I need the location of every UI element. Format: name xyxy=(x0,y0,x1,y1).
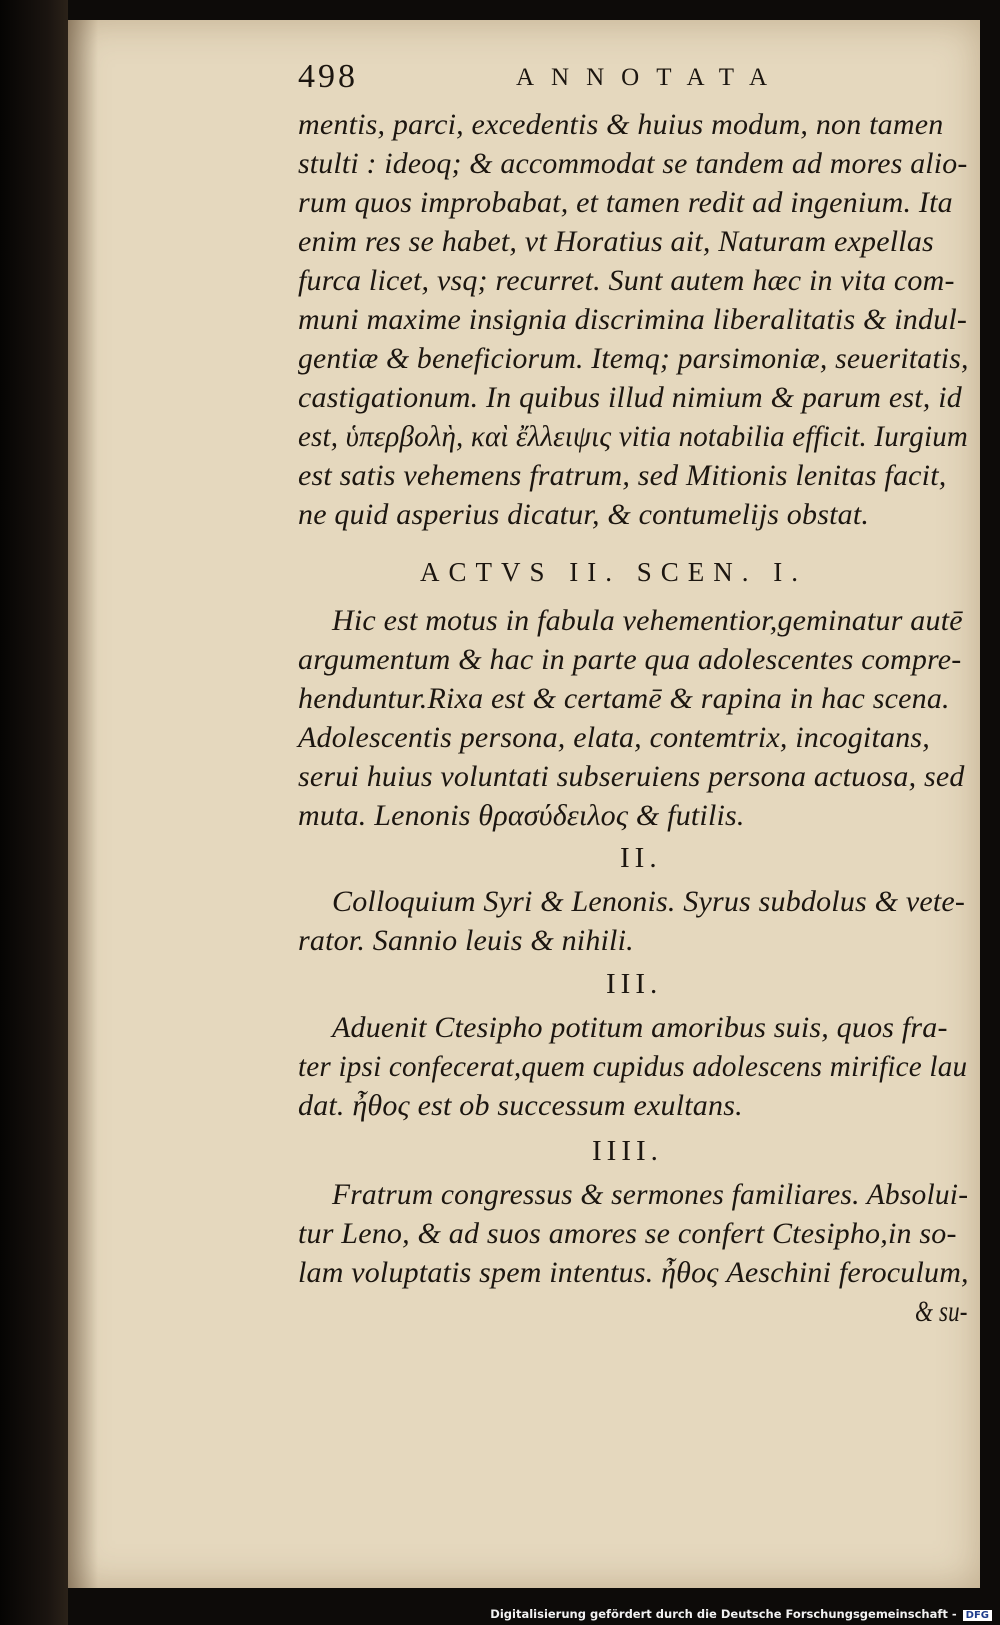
text-line: est, ὑπερβολὴ, καὶ ἔλλειψις vitia notabilia efficit. Iurgium xyxy=(298,420,968,453)
text-line: enim res se habet, vt Horatius ait, Naturam expellas xyxy=(298,225,934,258)
text-line: furca licet, vsq; recurret. Sunt autem hæc in vita com- xyxy=(298,264,955,297)
text-line: est satis vehemens fratrum, sed Mitionis lenitas facit, xyxy=(298,459,947,492)
facing-page-edge xyxy=(0,0,68,1625)
text-line: rum quos improbabat, et tamen redit ad ingenium. Ita xyxy=(298,186,953,219)
credit-text: Digitalisierung gefördert durch die Deutsche Forschungsgemeinschaft - xyxy=(490,1607,957,1621)
text-line: rator. Sannio leuis & nihili. xyxy=(298,924,634,957)
text-line: Adolescentis persona, elata, contemtrix, incogitans, xyxy=(298,721,930,754)
text-line: ter ipsi confecerat,quem cupidus adolescens mirifice lau xyxy=(298,1050,968,1083)
catchword: & su- xyxy=(915,1295,968,1328)
digitization-credit xyxy=(490,1607,992,1621)
running-head xyxy=(298,58,858,98)
text-line: Hic est motus in fabula vehementior,geminatur autē xyxy=(332,604,963,637)
text-line: muni maxime insignia discrimina liberalitatis & indul- xyxy=(298,303,968,336)
text-line: muta. Lenonis θρασύδειλος & futilis. xyxy=(298,799,745,832)
text-line: gentiæ & beneficiorum. Itemq; parsimoniæ, seueritatis, xyxy=(298,342,969,375)
text-line: Colloquium Syri & Lenonis. Syrus subdolus & vete- xyxy=(332,885,966,918)
page-number: 498 xyxy=(298,58,358,95)
text-line: serui huius voluntati subseruiens persona actuosa, sed xyxy=(298,760,965,793)
running-title: ANNOTATA xyxy=(516,64,785,91)
act-heading: ACTVS II. SCEN. I. xyxy=(420,557,808,587)
text-line: Fratrum congressus & sermones familiares. Absolui- xyxy=(332,1178,969,1211)
text-line: lam voluptatis spem intentus. ἦθος Aeschini feroculum, xyxy=(298,1256,969,1289)
text-line: tur Leno, & ad suos amores se confert Ctesipho,in so- xyxy=(298,1217,957,1250)
scene-numeral: III. xyxy=(606,968,663,1000)
scene-numeral: II. xyxy=(620,842,662,874)
text-line: argumentum & hac in parte qua adolescentes compre- xyxy=(298,643,962,676)
text-line: henduntur.Rixa est & certamē & rapina in hac scena. xyxy=(298,682,950,715)
text-line: ne quid asperius dicatur, & contumelijs obstat. xyxy=(298,498,870,531)
text-line: Aduenit Ctesipho potitum amoribus suis, quos fra- xyxy=(332,1011,948,1044)
text-line: castigationum. In quibus illud nimium & parum est, id xyxy=(298,381,962,414)
scene-numeral: IIII. xyxy=(592,1135,663,1167)
text-line: dat. ἦθος est ob successum exultans. xyxy=(298,1089,743,1122)
text-line: mentis, parci, excedentis & huius modum, non tamen xyxy=(298,108,944,141)
dfg-logo: DFG xyxy=(963,1610,992,1621)
text-line: stulti : ideoq; & accommodat se tandem ad mores alio- xyxy=(298,147,968,180)
